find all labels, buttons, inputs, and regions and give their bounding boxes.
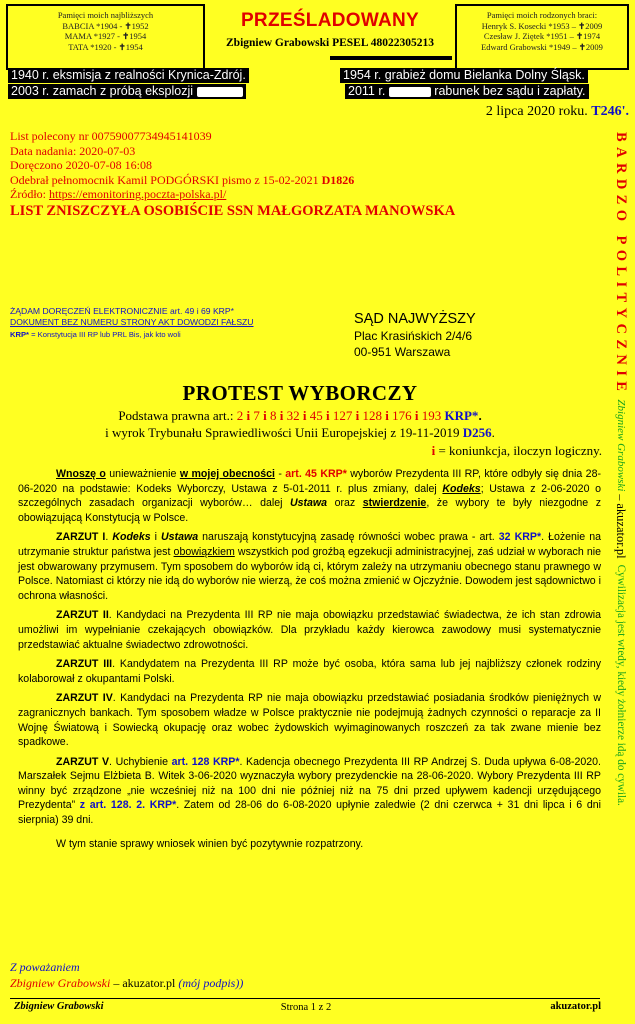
cross-icon: ✝ <box>122 31 130 41</box>
paragraph-charge-4: ZARZUT IV. Kandydaci na Prezydenta RP nie maja obowiązku przedstawiać posiadania środków pieniężnych w zagranicznych bankach. Tym sposobem władze w Polsce praktycznie nie podejmują żadnych czynności o reparacje za II Wojnę Światową i Sowiecką okupację oraz wobec żydowskich wyimaginowanych roszczeń za tak zwane mienie bez spadkowe. <box>18 692 601 749</box>
side-site: akuzator.pl <box>614 503 628 559</box>
ruling-reference: i wyrok Trybunału Sprawiedliwości Unii Europejskiej z 19-11-2019 D256. <box>105 425 495 440</box>
notice-electronic: ŻĄDAM DORĘCZEŃ ELEKTRONICZNIE art. 49 i 69 KRP* <box>10 306 234 316</box>
signature-greeting: Z poważaniem <box>10 960 80 974</box>
cross-icon: ✝ <box>124 20 132 31</box>
footer-rule <box>10 998 600 999</box>
event-line-right-2: 2011 r. rabunek bez sądu i zapłaty. <box>345 84 589 99</box>
paragraph-charge-3: ZARZUT III. Kandydatem na Prezydenta III RP może być osoba, która sama lub jej najbliższy członek rodziny kolaborował z okupantami Polski. <box>18 658 602 685</box>
memorial-box-brothers <box>455 4 629 70</box>
memorial-box-title: Pamięci moich rodzonych braci: <box>486 10 598 20</box>
memorial-box-family <box>6 4 205 70</box>
recipient-address <box>354 311 476 360</box>
memorial-line: TATA *1920 - ✝1954 <box>68 41 143 52</box>
recipient-name: SĄD NAJWYŻSZY <box>354 311 476 327</box>
redaction-bar <box>330 56 452 60</box>
notice-page-number: DOKUMENT BEZ NUMERU STRONY AKT DOWODZI FAŁSZU <box>10 317 254 328</box>
footer-site: akuzator.pl <box>550 1001 601 1012</box>
footer-page-number: Strona 1 z 2 <box>280 1002 332 1013</box>
event-line-right-1: 1954 r. grabież domu Bielanka Dolny Śląsk. <box>340 68 588 83</box>
recipient-city: 00-951 Warszawa <box>354 345 451 359</box>
side-author: Zbigniew Grabowski <box>615 399 627 492</box>
paragraph-closing: W tym stanie sprawy wniosek winien być pozytywnie rozpatrzony. <box>56 837 364 850</box>
memorial-line: Edward Grabowski *1949 – ✝2009 <box>481 41 603 52</box>
tracking-received: Odebrał pełnomocnik Kamil PODGÓRSKI pismo z 15-02-2021 D1826 <box>10 172 355 187</box>
footer-author: Zbigniew Grabowski <box>14 1001 104 1012</box>
protest-title: PROTEST WYBORCZY <box>182 381 418 405</box>
memorial-line: MAMA *1927 - ✝1954 <box>64 31 147 41</box>
recipient-street: Plac Krasińskich 2/4/6 <box>354 329 473 343</box>
memorial-line: Czesław J. Ziętek *1951 – ✝1974 <box>483 31 601 41</box>
side-motto: Cywilizacja jest wtedy, kiedy żołnierze idą do cywila. <box>615 564 627 806</box>
notice-block: ŻĄDAM DORĘCZEŃ ELEKTRONICZNIE art. 49 i 69 KRP* DOKUMENT BEZ NUMERU STRONY AKT DOWODZI FAŁSZU KRP* = Konstytucja III RP lub PRL Bis, jak kto woli <box>10 306 254 339</box>
memorial-box-title: Pamięci moich najbliższych <box>57 10 154 20</box>
side-heading: BARDZO POLITYCZNIE <box>613 132 629 397</box>
redacted-word <box>389 87 431 97</box>
cross-icon: ✝ <box>578 41 586 52</box>
tracking-number: List polecony nr 00759007734945141039 <box>10 129 212 143</box>
paragraph-charge-1: ZARZUT I. Kodeks i Ustawa naruszają konstytucyjną zasadę równości wobec prawa - art. 32 KRP*. Łożenie na utrzymanie struktur państwa jest obowiązkiem wszystkich pod groźbą egzekucji administracyjnej, zaś udział w wyborach nie jest obwarowany przymusem. Tym sposobem do wyborów idą ci, którym zależy na utrzymaniu obecnego stanu prawnego w Polsce. Natomiast ci którzy nie idą do wyborów nie wierzą, że coś można zmienić w Ojczyźnie. Dowodem jest sądownictwo i ochrona własności. <box>18 531 601 602</box>
side-text: BARDZO POLITYCZNIE Zbigniew Grabowski – akuzator.pl Cywilizacja jest wtedy, kiedy żołnierze idą do cywila. <box>613 132 629 806</box>
redacted-word <box>197 87 243 97</box>
cross-icon: ✝ <box>578 20 586 31</box>
cross-icon: ✝ <box>118 41 126 52</box>
event-line-left-2: 2003 r. zamach z próbą eksplozji <box>8 84 246 99</box>
tracking-source: Źródło: https://emonitoring.poczta-polska.pl/ <box>10 187 227 202</box>
paragraph-charge-5: ZARZUT V. Uchybienie art. 128 KRP*. Kadencja obecnego Prezydenta III RP Andrzej S. Duda upływa 6-08-2020. Marszałek Sejmu Elżbieta B. Witek 3-06-2020 wyznaczyła wybory prezydenckie na 28-06-2020. Wybory Prezydenta III RP winny być zrządzone „nie wcześniej niż na 100 dni nie później niż na 75 dni przed upływem kadencji urzędującego Prezydenta” z art. 128. 2. KRP*. Zatem od 28-06 do 6-08-2020 upłynie zaledwie (2 dni czerwca + 31 dni lipca i 6 dni sierpnia) 39 dni. <box>18 755 601 827</box>
document-date: 2 lipca 2020 roku. T246'. <box>485 104 629 119</box>
tracking-sent: Data nadania: 2020-07-03 <box>10 143 136 158</box>
tracking-source-link[interactable]: https://emonitoring.poczta-polska.pl/ <box>49 187 227 202</box>
memorial-line: Henryk S. Kosecki *1953 – ✝2009 <box>481 20 603 31</box>
legal-basis: Podstawa prawna art.: 2 i 7 i 8 i 32 i 45 i 127 i 128 i 176 i 193 KRP*. <box>118 408 482 423</box>
signature-block <box>10 959 243 991</box>
memorial-line: BABCIA *1904 - ✝1952 <box>62 20 149 31</box>
tracking-block <box>10 129 570 202</box>
paragraph-charge-2: ZARZUT II. Kandydaci na Prezydenta III RP nie maja obowiązku przedstawiać świadectwa, że ich stan zdrowia umożliwi im wypełnianie czekających obowiązków. Dla przykładu każdy kierowca zawodowy musi systematycznie przedstawiać aktualne świadectwo zdrowotności. <box>18 609 601 651</box>
author-pesel: Zbigniew Grabowski PESEL 48022305213 <box>226 37 434 49</box>
cross-icon: ✝ <box>575 31 584 41</box>
protest-body <box>18 467 601 851</box>
signature-line: Zbigniew Grabowski – akuzator.pl (mój podpis)) <box>10 976 244 990</box>
document-title: PRZEŚLADOWANY <box>240 10 420 31</box>
paragraph-request: Wnoszę o unieważnienie w mojej obecności - art. 45 KRP* wyborów Prezydenta III RP, które odbyły się dnia 28-06-2020 na podstawie: Kodeks Wyborczy, Ustawa z 5-01-2011 r. plus zmiany, dalej Kodeks; Ustawa z 2-06-2020 o szczególnych zasadach organizacji wyborów… dalej Ustawa oraz stwierdzenie, że wybory te były niezgodne z obowiązującą Konstytucją w Polsce. <box>18 468 601 524</box>
tracking-delivered: Doręczono 2020-07-08 16:08 <box>10 158 152 173</box>
tracking-heading: LIST ZNISZCZYŁA OSOBIŚCIE SSN MAŁGORZATA MANOWSKA <box>10 203 456 219</box>
event-line-left-1: 1940 r. eksmisja z realności Krynica-Zdrój. <box>8 68 249 83</box>
document-ref: T246'. <box>591 104 629 119</box>
conjunction-legend: i = koniunkcja, iloczyn logiczny. <box>431 443 602 458</box>
